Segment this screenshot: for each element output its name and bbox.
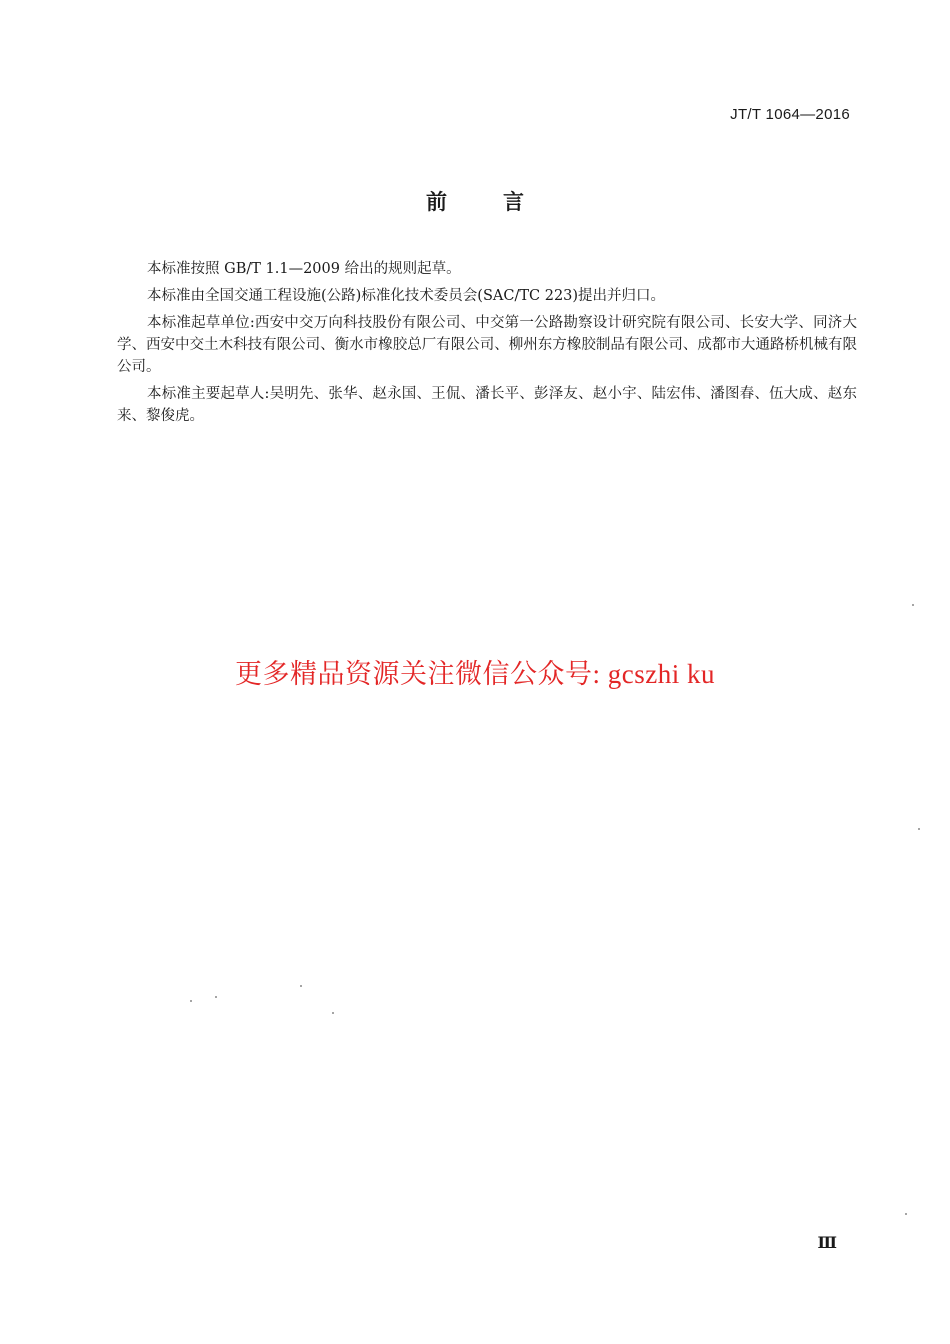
- paragraph-drafters: 本标准主要起草人:吴明先、张华、赵永国、王侃、潘长平、彭泽友、赵小宇、陆宏伟、潘图春、伍大成、赵东来、黎俊虎。: [117, 386, 857, 424]
- scan-speck: [300, 985, 302, 987]
- paragraph-drafting-rules: 本标准按照 GB/T 1.1—2009 给出的规则起草。: [147, 261, 461, 277]
- scan-speck: [905, 1213, 907, 1215]
- body-text: [117, 258, 857, 432]
- page-number: Ⅲ: [817, 1235, 837, 1252]
- paragraph-proposer: 本标准由全国交通工程设施(公路)标准化技术委员会(SAC/TC 223)提出并归口。: [147, 288, 666, 304]
- scan-speck: [190, 1000, 192, 1002]
- scan-speck: [215, 996, 217, 998]
- scan-speck: [332, 1012, 334, 1014]
- scan-speck: [912, 604, 914, 606]
- paragraph-drafting-units: 本标准起草单位:西安中交万向科技股份有限公司、中交第一公路勘察设计研究院有限公司、长安大学、同济大学、西安中交土木科技有限公司、衡水市橡胶总厂有限公司、柳州东方橡胶制品有限公司、成都市大通路桥机械有限公司。: [117, 315, 857, 375]
- page-title: 前言: [426, 190, 580, 214]
- watermark-text: 更多精品资源关注微信公众号: gcszhi ku: [235, 659, 715, 689]
- doc-code: JT/T 1064—2016: [730, 106, 850, 123]
- scan-speck: [918, 828, 920, 830]
